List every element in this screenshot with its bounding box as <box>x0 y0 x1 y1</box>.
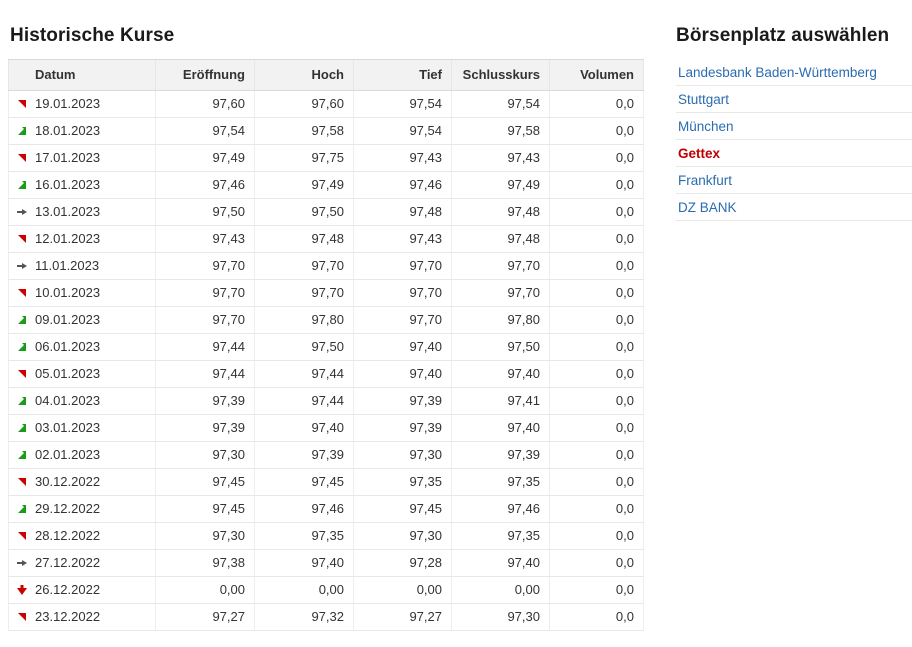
trend-up-icon <box>16 179 28 191</box>
cell-eroeffnung: 97,49 <box>156 145 255 172</box>
trend-down-icon <box>16 98 28 110</box>
cell-datum-text: 12.01.2023 <box>35 231 101 246</box>
cell-schlusskurs: 97,50 <box>452 334 550 361</box>
exchange-link[interactable]: Stuttgart <box>678 92 730 107</box>
cell-hoch: 97,50 <box>255 334 354 361</box>
cell-datum <box>9 226 156 253</box>
cell-datum <box>9 280 156 307</box>
cell-datum <box>9 577 156 604</box>
cell-eroeffnung: 97,46 <box>156 172 255 199</box>
cell-hoch: 97,44 <box>255 388 354 415</box>
cell-datum-text: 11.01.2023 <box>35 258 100 273</box>
cell-hoch: 97,80 <box>255 307 354 334</box>
cell-eroeffnung: 97,39 <box>156 415 255 442</box>
cell-tief: 97,27 <box>354 604 452 631</box>
cell-datum <box>9 523 156 550</box>
cell-volumen: 0,0 <box>550 577 644 604</box>
trend-up-icon <box>16 422 28 434</box>
cell-eroeffnung: 97,39 <box>156 388 255 415</box>
table-row <box>9 307 644 334</box>
exchange-link[interactable]: Landesbank Baden-Württemberg <box>678 65 877 80</box>
cell-volumen: 0,0 <box>550 496 644 523</box>
cell-tief: 97,30 <box>354 523 452 550</box>
cell-schlusskurs: 97,70 <box>452 253 550 280</box>
cell-eroeffnung: 97,45 <box>156 469 255 496</box>
cell-hoch: 97,40 <box>255 415 354 442</box>
historical-prices-panel <box>8 0 644 631</box>
list-item[interactable] <box>676 113 912 140</box>
cell-datum-text: 18.01.2023 <box>35 123 101 138</box>
cell-volumen: 0,0 <box>550 118 644 145</box>
cell-tief: 97,30 <box>354 442 452 469</box>
page-title: Historische Kurse <box>10 25 175 46</box>
cell-datum-text: 23.12.2022 <box>35 609 101 624</box>
cell-datum <box>9 307 156 334</box>
cell-tief: 97,40 <box>354 334 452 361</box>
trend-down-icon <box>16 287 28 299</box>
cell-datum-text: 05.01.2023 <box>35 366 101 381</box>
cell-eroeffnung: 97,54 <box>156 118 255 145</box>
cell-tief: 97,46 <box>354 172 452 199</box>
cell-datum <box>9 469 156 496</box>
cell-hoch: 97,32 <box>255 604 354 631</box>
exchange-selector-panel <box>676 0 912 221</box>
cell-volumen: 0,0 <box>550 361 644 388</box>
historical-prices-table <box>8 59 644 631</box>
cell-schlusskurs: 97,49 <box>452 172 550 199</box>
cell-datum <box>9 442 156 469</box>
cell-volumen: 0,0 <box>550 388 644 415</box>
cell-datum-text: 10.01.2023 <box>35 285 101 300</box>
cell-schlusskurs: 97,43 <box>452 145 550 172</box>
cell-schlusskurs: 97,46 <box>452 496 550 523</box>
table-row <box>9 91 644 118</box>
exchange-link[interactable]: Gettex <box>678 146 721 161</box>
trend-up-icon <box>16 503 28 515</box>
cell-schlusskurs: 97,40 <box>452 550 550 577</box>
cell-volumen: 0,0 <box>550 91 644 118</box>
cell-schlusskurs: 97,58 <box>452 118 550 145</box>
cell-tief: 0,00 <box>354 577 452 604</box>
trend-up-icon <box>16 395 28 407</box>
trend-down-icon <box>16 611 28 623</box>
cell-datum-text: 04.01.2023 <box>35 393 101 408</box>
cell-datum-text: 27.12.2022 <box>35 555 101 570</box>
cell-schlusskurs: 97,35 <box>452 523 550 550</box>
table-header <box>9 60 644 91</box>
trend-down-icon <box>16 368 28 380</box>
cell-schlusskurs: 97,30 <box>452 604 550 631</box>
cell-tief: 97,70 <box>354 253 452 280</box>
cell-volumen: 0,0 <box>550 226 644 253</box>
cell-volumen: 0,0 <box>550 307 644 334</box>
cell-eroeffnung: 97,30 <box>156 442 255 469</box>
cell-volumen: 0,0 <box>550 442 644 469</box>
cell-hoch: 97,58 <box>255 118 354 145</box>
list-item[interactable] <box>676 167 912 194</box>
table-header-row <box>9 60 644 91</box>
table-row <box>9 604 644 631</box>
cell-eroeffnung: 97,30 <box>156 523 255 550</box>
table-row <box>9 280 644 307</box>
trend-flat-icon <box>16 557 28 569</box>
cell-datum-text: 29.12.2022 <box>35 501 101 516</box>
table-row <box>9 334 644 361</box>
cell-eroeffnung: 97,44 <box>156 361 255 388</box>
cell-eroeffnung: 0,00 <box>156 577 255 604</box>
cell-hoch: 97,70 <box>255 280 354 307</box>
cell-hoch: 97,60 <box>255 91 354 118</box>
cell-schlusskurs: 97,41 <box>452 388 550 415</box>
cell-datum-text: 30.12.2022 <box>35 474 101 489</box>
cell-hoch: 97,75 <box>255 145 354 172</box>
table-row <box>9 226 644 253</box>
cell-datum <box>9 172 156 199</box>
cell-hoch: 0,00 <box>255 577 354 604</box>
cell-tief: 97,28 <box>354 550 452 577</box>
trend-flat-icon <box>16 206 28 218</box>
cell-schlusskurs: 97,40 <box>452 415 550 442</box>
cell-volumen: 0,0 <box>550 604 644 631</box>
list-item[interactable] <box>676 86 912 113</box>
table-row <box>9 145 644 172</box>
trend-down-icon <box>16 233 28 245</box>
table-row <box>9 199 644 226</box>
cell-eroeffnung: 97,43 <box>156 226 255 253</box>
exchange-selector-title: Börsenplatz auswählen <box>676 25 890 46</box>
trend-up-icon <box>16 125 28 137</box>
exchange-link[interactable]: Frankfurt <box>678 173 733 188</box>
cell-volumen: 0,0 <box>550 172 644 199</box>
trend-strong-down-icon <box>16 584 28 596</box>
cell-datum-text: 28.12.2022 <box>35 528 101 543</box>
list-item[interactable] <box>676 140 912 167</box>
trend-down-icon <box>16 152 28 164</box>
cell-volumen: 0,0 <box>550 280 644 307</box>
cell-eroeffnung: 97,27 <box>156 604 255 631</box>
trend-flat-icon <box>16 260 28 272</box>
column-header-schlusskurs[interactable]: Schlusskurs <box>452 60 550 91</box>
cell-tief: 97,70 <box>354 307 452 334</box>
cell-eroeffnung: 97,50 <box>156 199 255 226</box>
cell-hoch: 97,35 <box>255 523 354 550</box>
exchange-list <box>676 59 912 221</box>
list-item[interactable] <box>676 194 912 221</box>
table-row <box>9 415 644 442</box>
cell-datum <box>9 145 156 172</box>
cell-schlusskurs: 97,54 <box>452 91 550 118</box>
cell-hoch: 97,44 <box>255 361 354 388</box>
cell-tief: 97,35 <box>354 469 452 496</box>
cell-datum <box>9 496 156 523</box>
column-header-hoch[interactable]: Hoch <box>255 60 354 91</box>
table-row <box>9 442 644 469</box>
cell-schlusskurs: 97,40 <box>452 361 550 388</box>
cell-schlusskurs: 0,00 <box>452 577 550 604</box>
cell-schlusskurs: 97,80 <box>452 307 550 334</box>
cell-datum <box>9 388 156 415</box>
cell-datum-text: 19.01.2023 <box>35 96 101 111</box>
cell-datum <box>9 334 156 361</box>
trend-up-icon <box>16 449 28 461</box>
cell-eroeffnung: 97,70 <box>156 280 255 307</box>
cell-volumen: 0,0 <box>550 415 644 442</box>
cell-datum <box>9 91 156 118</box>
column-header-eroeffnung[interactable]: Eröffnung <box>156 60 255 91</box>
table-row <box>9 550 644 577</box>
cell-eroeffnung: 97,70 <box>156 307 255 334</box>
cell-tief: 97,39 <box>354 415 452 442</box>
column-header-tief[interactable]: Tief <box>354 60 452 91</box>
trend-down-icon <box>16 530 28 542</box>
cell-datum <box>9 415 156 442</box>
cell-schlusskurs: 97,48 <box>452 226 550 253</box>
cell-datum-text: 13.01.2023 <box>35 204 101 219</box>
cell-eroeffnung: 97,45 <box>156 496 255 523</box>
cell-eroeffnung: 97,60 <box>156 91 255 118</box>
cell-schlusskurs: 97,48 <box>452 199 550 226</box>
cell-tief: 97,43 <box>354 226 452 253</box>
cell-eroeffnung: 97,38 <box>156 550 255 577</box>
cell-tief: 97,54 <box>354 118 452 145</box>
cell-hoch: 97,40 <box>255 550 354 577</box>
cell-hoch: 97,70 <box>255 253 354 280</box>
table-row <box>9 388 644 415</box>
cell-datum <box>9 550 156 577</box>
trend-up-icon <box>16 314 28 326</box>
cell-hoch: 97,48 <box>255 226 354 253</box>
cell-volumen: 0,0 <box>550 550 644 577</box>
cell-tief: 97,40 <box>354 361 452 388</box>
cell-datum <box>9 253 156 280</box>
cell-tief: 97,39 <box>354 388 452 415</box>
table-row <box>9 469 644 496</box>
cell-volumen: 0,0 <box>550 523 644 550</box>
cell-tief: 97,54 <box>354 91 452 118</box>
trend-down-icon <box>16 476 28 488</box>
column-header-volumen[interactable]: Volumen <box>550 60 644 91</box>
cell-hoch: 97,45 <box>255 469 354 496</box>
cell-hoch: 97,46 <box>255 496 354 523</box>
cell-volumen: 0,0 <box>550 253 644 280</box>
cell-datum <box>9 118 156 145</box>
cell-volumen: 0,0 <box>550 145 644 172</box>
cell-schlusskurs: 97,35 <box>452 469 550 496</box>
cell-datum-text: 02.01.2023 <box>35 447 101 462</box>
cell-datum-text: 06.01.2023 <box>35 339 101 354</box>
exchange-link[interactable]: München <box>678 119 734 134</box>
cell-datum <box>9 199 156 226</box>
cell-eroeffnung: 97,44 <box>156 334 255 361</box>
cell-volumen: 0,0 <box>550 469 644 496</box>
table-row <box>9 577 644 604</box>
cell-schlusskurs: 97,39 <box>452 442 550 469</box>
exchange-link[interactable]: DZ BANK <box>678 200 737 215</box>
cell-hoch: 97,49 <box>255 172 354 199</box>
table-row <box>9 496 644 523</box>
cell-tief: 97,70 <box>354 280 452 307</box>
cell-eroeffnung: 97,70 <box>156 253 255 280</box>
cell-tief: 97,45 <box>354 496 452 523</box>
table-row <box>9 253 644 280</box>
table-body <box>9 91 644 631</box>
cell-tief: 97,43 <box>354 145 452 172</box>
cell-datum-text: 17.01.2023 <box>35 150 101 165</box>
table-row <box>9 361 644 388</box>
cell-tief: 97,48 <box>354 199 452 226</box>
table-row <box>9 523 644 550</box>
trend-up-icon <box>16 341 28 353</box>
cell-datum <box>9 604 156 631</box>
cell-hoch: 97,50 <box>255 199 354 226</box>
cell-datum-text: 16.01.2023 <box>35 177 101 192</box>
list-item[interactable] <box>676 59 912 86</box>
cell-datum-text: 03.01.2023 <box>35 420 101 435</box>
column-header-datum[interactable]: Datum <box>9 60 156 91</box>
table-row <box>9 172 644 199</box>
cell-datum <box>9 361 156 388</box>
table-row <box>9 118 644 145</box>
cell-datum-text: 26.12.2022 <box>35 582 101 597</box>
cell-hoch: 97,39 <box>255 442 354 469</box>
cell-datum-text: 09.01.2023 <box>35 312 101 327</box>
cell-schlusskurs: 97,70 <box>452 280 550 307</box>
cell-volumen: 0,0 <box>550 334 644 361</box>
cell-volumen: 0,0 <box>550 199 644 226</box>
